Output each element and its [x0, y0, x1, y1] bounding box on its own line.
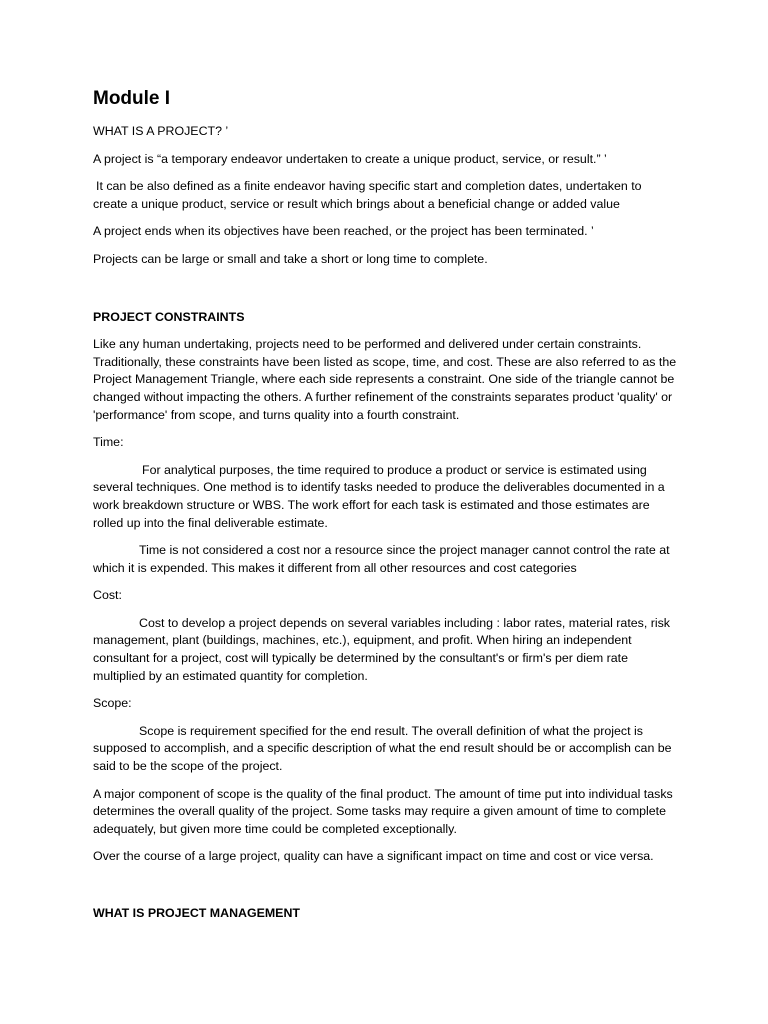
project-definition-paragraph: A project is “a temporary endeavor undertaken to create a unique product, service, or result.” ’	[93, 151, 607, 166]
finite-endeavor-paragraph: It can be also defined as a finite endeavor having specific start and completion dates, undertaken to create a unique product, service or result which brings about a beneficial change or added value	[93, 179, 642, 211]
project-management-heading: WHAT IS PROJECT MANAGEMENT	[93, 906, 300, 920]
project-size-paragraph: Projects can be large or small and take a short or long time to complete.	[93, 251, 488, 266]
project-constraints-heading: PROJECT CONSTRAINTS	[93, 309, 245, 324]
cost-paragraph: Cost to develop a project depends on several variables including : labor rates, material rates, risk management, plant (buildings, machines, etc.), equipment, and profit. When hiring an independent consultant for a project, cost will typically be determined by the consultant's or firm's per diem rate multiplied by an estimated quantity for completion.	[93, 615, 671, 683]
scope-impact-paragraph: Over the course of a large project, quality can have a significant impact on time and cost or vice versa.	[93, 849, 654, 864]
time-label: Time:	[93, 435, 124, 450]
time-resource-paragraph: Time is not considered a cost nor a resource since the project manager cannot control the rate at which it is expended. This makes it different from all other resources and cost categories	[93, 543, 670, 575]
document-body	[93, 87, 678, 933]
scope-quality-paragraph: A major component of scope is the quality of the final product. The amount of time put into individual tasks determines the overall quality of the project. Some tasks may require a given amount of time to complete adequately, but given more time could be completed exceptionally.	[93, 786, 673, 836]
scope-label: Scope:	[93, 696, 132, 711]
module-title: Module I	[93, 88, 171, 109]
time-estimation-paragraph: For analytical purposes, the time required to produce a product or service is estimated using several techniques. One method is to identify tasks needed to produce the deliverables documented in a work breakdown structure or WBS. The work effort for each task is estimated and those estimates are rolled up into the final deliverable estimate.	[93, 462, 665, 530]
cost-label: Cost:	[93, 588, 122, 603]
constraints-paragraph: Like any human undertaking, projects need to be performed and delivered under certain constraints. Traditionally, these constraints have been listed as scope, time, and cost. These are also referred to as the Project Management Triangle, where each side represents a constraint. One side of the triangle cannot be changed without impacting the others. A further refinement of the constraints separates product 'quality' or 'performance' from scope, and turns quality into a fourth constraint.	[93, 337, 677, 422]
what-is-project-question: WHAT IS A PROJECT? ’	[93, 124, 229, 138]
project-ends-paragraph: A project ends when its objectives have been reached, or the project has been terminated. ’	[93, 224, 594, 239]
scope-definition-paragraph: Scope is requirement specified for the end result. The overall definition of what the project is supposed to accomplish, and a specific description of what the end result should be or accomplish can be said to be the scope of the project.	[93, 723, 672, 774]
